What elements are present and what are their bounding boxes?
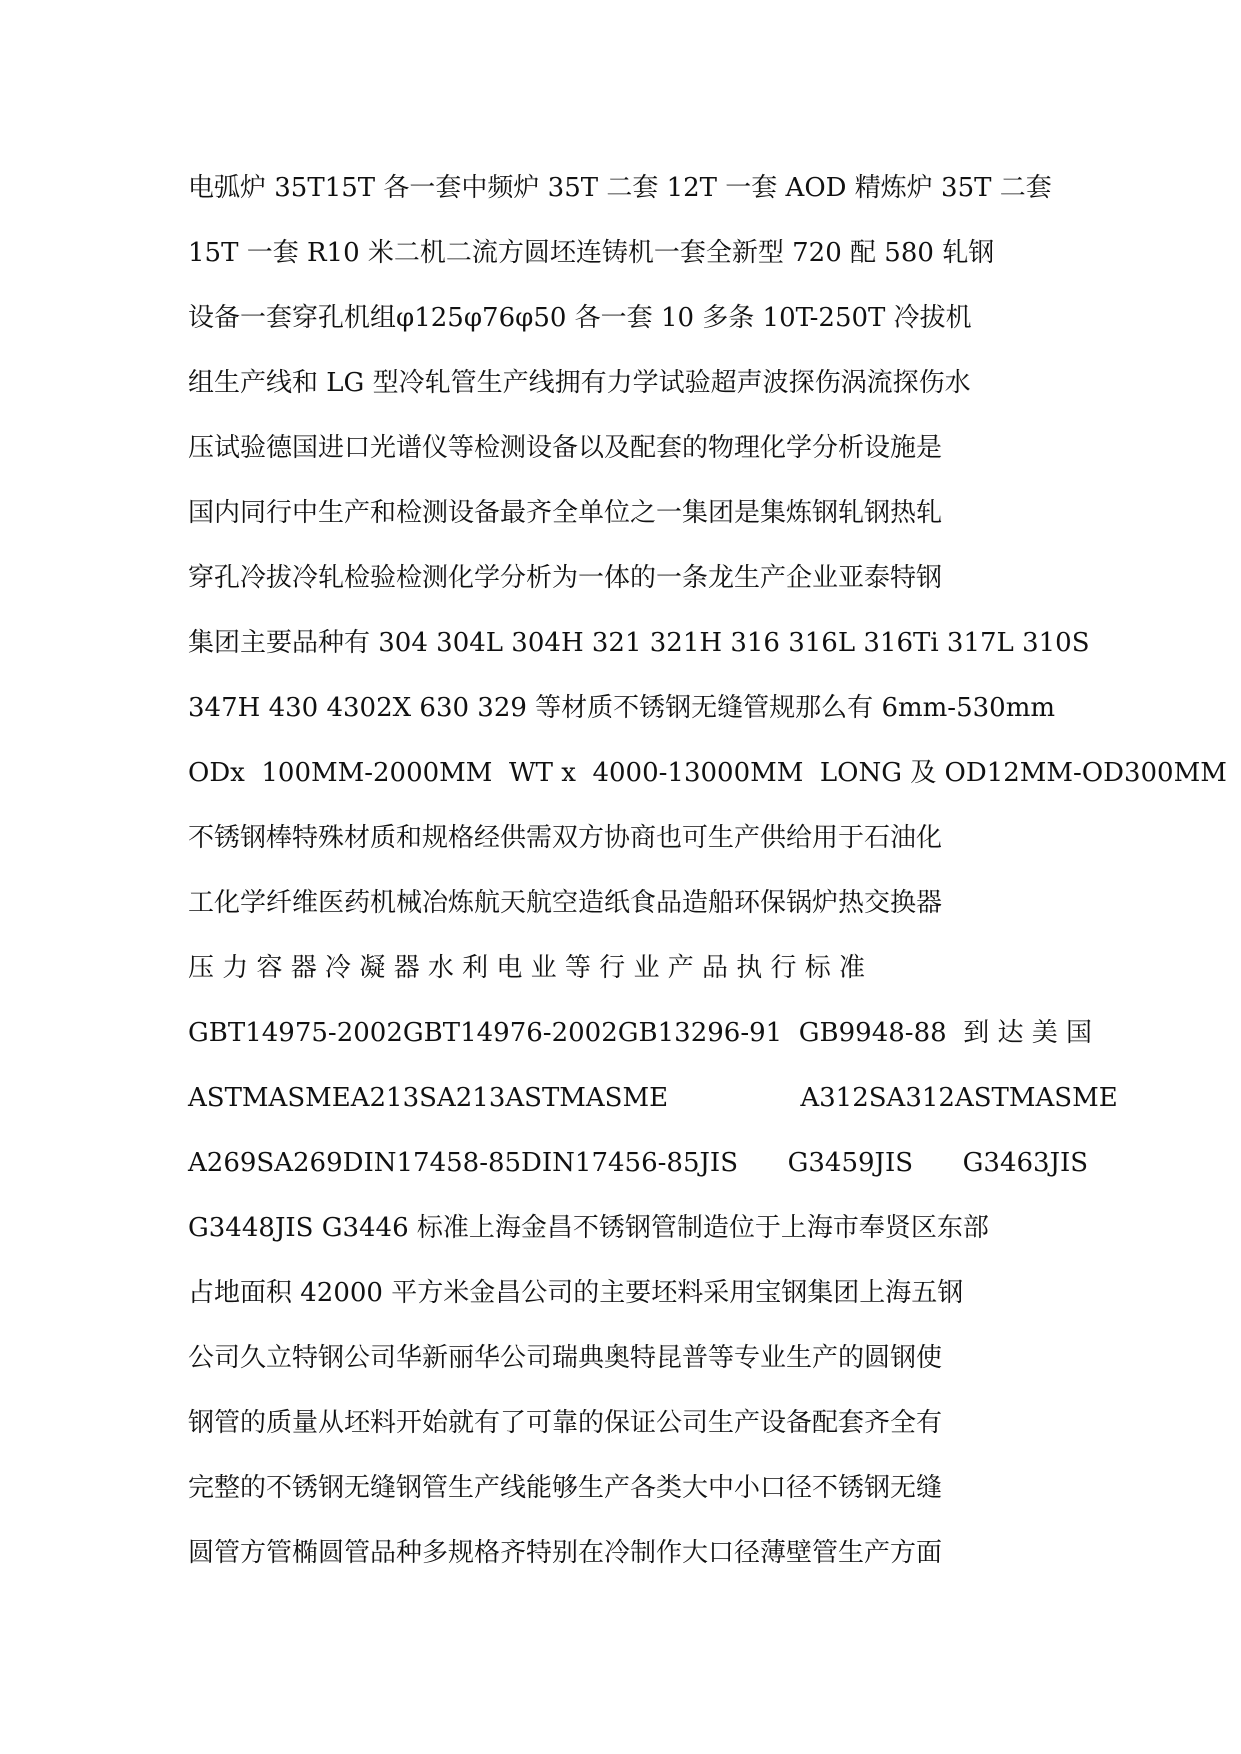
text-line: ODx 100MM-2000MM WT x 4000-13000MM LONG 及 OD12MM-OD300MM: [188, 758, 1227, 788]
body-text: [188, 156, 1227, 1586]
text-line: 占地面积 42000 平方米金昌公司的主要坯料采用宝钢集团上海五钢: [188, 1278, 964, 1308]
text-line: 工化学纤维医药机械冶炼航天航空造纸食品造船环保锅炉热交换器: [188, 888, 943, 918]
text-line: ASTMASMEA213SA213ASTMASME A312SA312ASTMASME: [188, 1083, 1118, 1113]
text-line: A269SA269DIN17458-85DIN17456-85JIS G3459JIS G3463JIS: [188, 1148, 1089, 1178]
text-line: 穿孔冷拔冷轧检验检测化学分析为一体的一条龙生产企业亚泰特钢: [188, 563, 943, 593]
text-line: 钢管的质量从坯料开始就有了可靠的保证公司生产设备配套齐全有: [188, 1408, 943, 1438]
text-line: 公司久立特钢公司华新丽华公司瑞典奥特昆普等专业生产的圆钢使: [188, 1343, 943, 1373]
text-line: 设备一套穿孔机组φ125φ76φ50 各一套 10 多条 10T-250T 冷拔机: [188, 303, 972, 333]
text-line: 347H 430 4302X 630 329 等材质不锈钢无缝管规那么有 6mm-530mm: [188, 693, 1056, 723]
text-line: 压 力 容 器 冷 凝 器 水 利 电 业 等 行 业 产 品 执 行 标 准: [188, 953, 866, 983]
text-line: 电弧炉 35T15T 各一套中频炉 35T 二套 12T 一套 AOD 精炼炉 35T 二套: [188, 173, 1052, 203]
text-line: 压试验德国进口光谱仪等检测设备以及配套的物理化学分析设施是: [188, 433, 943, 463]
text-line: GBT14975-2002GBT14976-2002GB13296-91 GB9948-88 到 达 美 国: [188, 1018, 1092, 1048]
text-line: 不锈钢棒特殊材质和规格经供需双方协商也可生产供给用于石油化: [188, 823, 943, 853]
text-line: 国内同行中生产和检测设备最齐全单位之一集团是集炼钢轧钢热轧: [188, 498, 943, 528]
text-line: G3448JIS G3446 标准上海金昌不锈钢管制造位于上海市奉贤区东部: [188, 1213, 989, 1243]
text-line: 组生产线和 LG 型冷轧管生产线拥有力学试验超声波探伤涡流探伤水: [188, 368, 971, 398]
text-line: 完整的不锈钢无缝钢管生产线能够生产各类大中小口径不锈钢无缝: [188, 1473, 943, 1503]
text-line: 集团主要品种有 304 304L 304H 321 321H 316 316L 316Ti 317L 310S: [188, 628, 1090, 658]
text-line: 圆管方管椭圆管品种多规格齐特别在冷制作大口径薄壁管生产方面: [188, 1538, 943, 1568]
text-line: 15T 一套 R10 米二机二流方圆坯连铸机一套全新型 720 配 580 轧钢: [188, 238, 995, 268]
